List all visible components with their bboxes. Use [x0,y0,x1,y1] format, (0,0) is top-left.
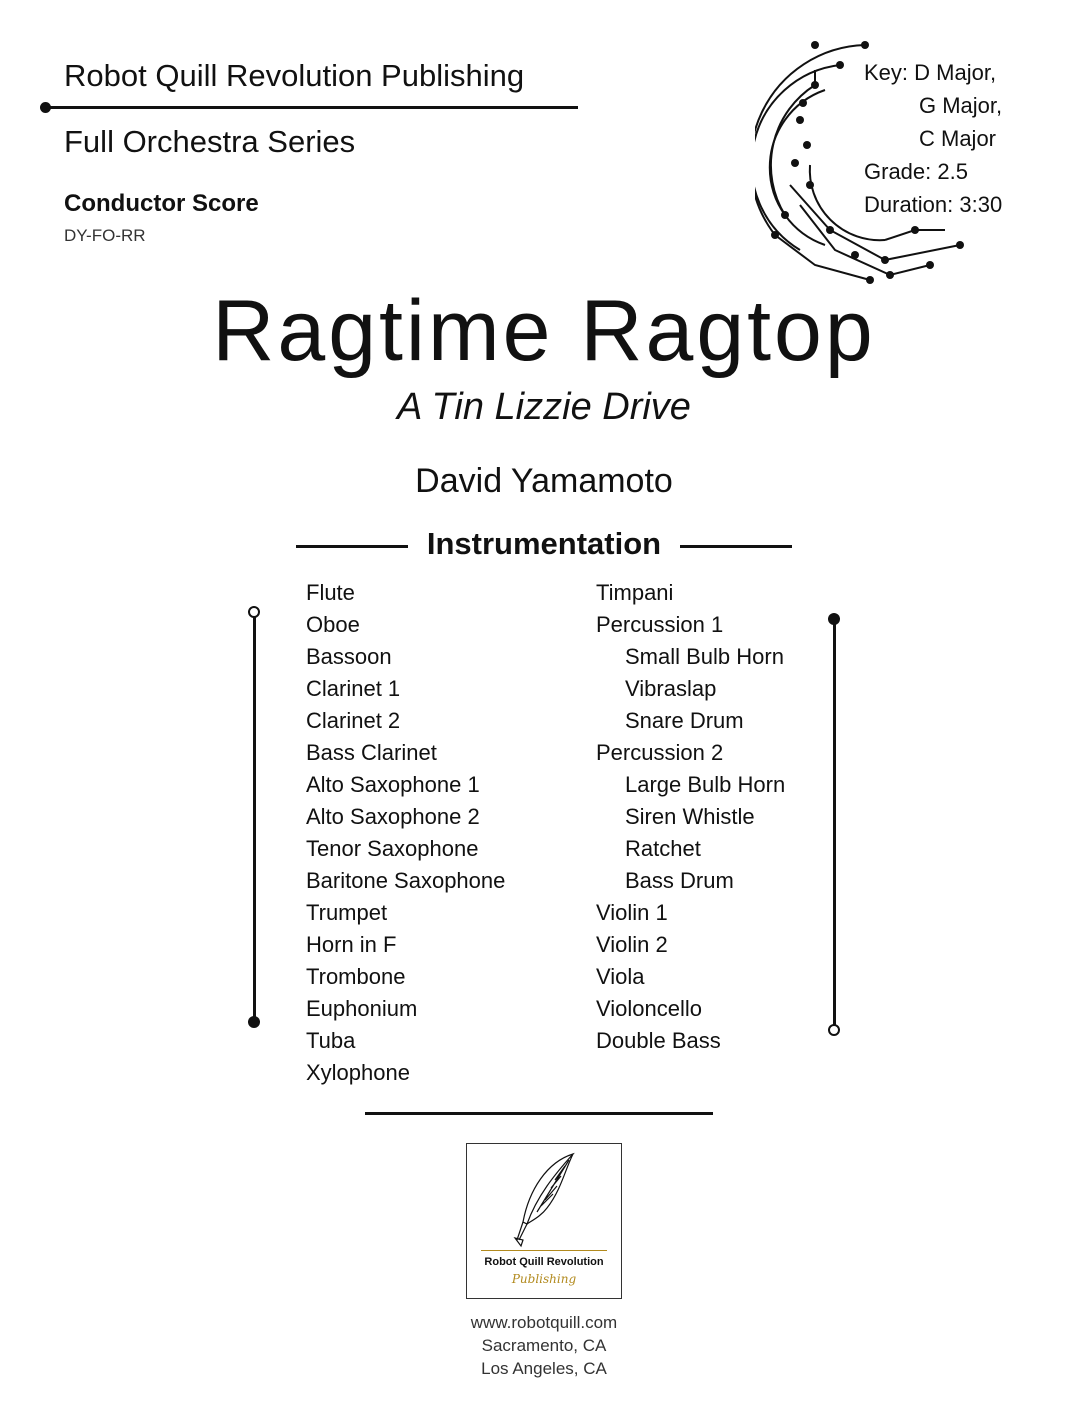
location-text: Sacramento, CA [481,1336,607,1355]
right-bracket-line [833,620,836,1030]
key-value: C Major [919,126,997,151]
publisher-divider [44,106,578,109]
instrument-item: Clarinet 2 [306,708,401,733]
bracket-open-dot [248,606,260,618]
instrument-item: Alto Saxophone 2 [306,804,480,829]
instrument-item: Oboe [306,612,360,637]
percussion-instrument: Siren Whistle [625,804,755,829]
website-text: www.robotquill.com [470,1313,618,1332]
publisher-name: Robot Quill Revolution Publishing [64,58,525,93]
instrument-item: Clarinet 1 [306,676,401,701]
instrument-item: Timpani [596,580,674,605]
score-type: Conductor Score [64,190,259,217]
percussion-instrument: Ratchet [625,836,701,861]
instrument-item: Percussion 2 [596,740,724,765]
key-label: Key: [864,60,909,85]
instrument-item: Euphonium [306,996,418,1021]
instrument-item: Double Bass [596,1028,721,1053]
footer-divider [365,1112,713,1115]
instrument-list-left [306,577,505,1089]
composer-name: David Yamamoto [415,462,673,500]
instrument-item: Percussion 1 [596,612,724,637]
percussion-instrument: Snare Drum [625,708,744,733]
logo-gold-rule [481,1250,607,1251]
instrument-item: Violin 1 [596,900,668,925]
contact-info [0,1311,1088,1380]
piece-details [864,56,1002,221]
key-value: D Major, [914,60,997,85]
duration: Duration: 3:30 [864,192,1003,217]
percussion-instrument: Small Bulb Horn [625,644,784,669]
instrument-item: Bass Clarinet [306,740,437,765]
logo-script: Publishing [511,1272,577,1286]
instrument-item: Flute [306,580,355,605]
piece-subtitle: A Tin Lizzie Drive [397,386,691,428]
instrument-item: Tenor Saxophone [306,836,479,861]
instrument-item: Tuba [306,1028,356,1053]
bracket-filled-dot [828,613,840,625]
key-line [864,56,1002,89]
key-value: G Major, [919,93,1003,118]
instrument-item: Bassoon [306,644,392,669]
quill-icon [507,1150,581,1248]
percussion-instrument: Large Bulb Horn [625,772,786,797]
grade: Grade: 2.5 [864,159,968,184]
divider-dot [40,102,51,113]
instrument-item: Baritone Saxophone [306,868,506,893]
instrument-item: Trombone [306,964,406,989]
location-text: Los Angeles, CA [481,1359,607,1378]
instrumentation-heading: Instrumentation [426,526,662,561]
heading-rule-right [680,545,792,548]
instrument-item: Violoncello [596,996,703,1021]
instrument-item: Xylophone [306,1060,410,1085]
instrument-item: Alto Saxophone 1 [306,772,480,797]
series-name: Full Orchestra Series [64,124,356,159]
instrument-item: Horn in F [306,932,397,957]
instrument-item: Trumpet [306,900,388,925]
left-bracket-line [253,614,256,1022]
logo-name: Robot Quill Revolution [484,1256,604,1268]
publisher-logo [466,1143,622,1299]
catalog-code: DY-FO-RR [64,226,146,245]
bracket-open-dot [828,1024,840,1036]
percussion-instrument: Bass Drum [625,868,734,893]
piece-title: Ragtime Ragtop [212,283,876,379]
bracket-filled-dot [248,1016,260,1028]
instrument-item: Viola [596,964,645,989]
instrument-item: Violin 2 [596,932,668,957]
instrument-list-right [596,577,785,1057]
percussion-instrument: Vibraslap [625,676,717,701]
